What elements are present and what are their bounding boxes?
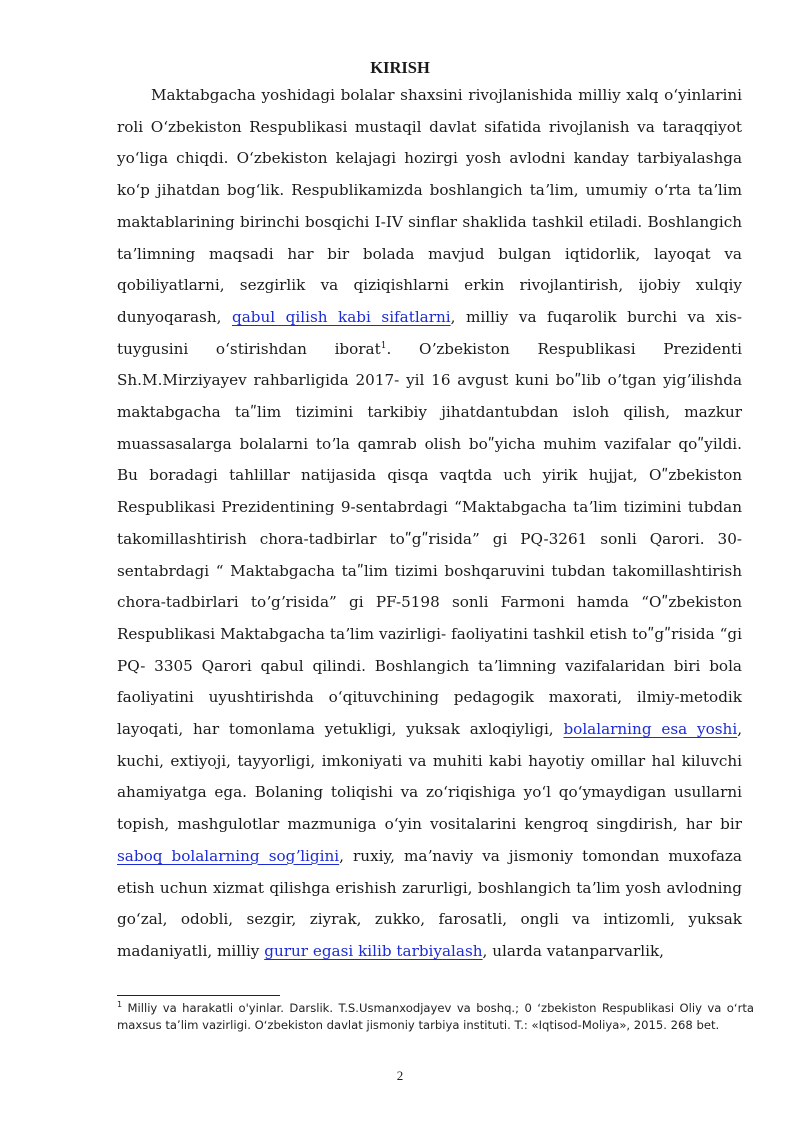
footnote-separator — [117, 995, 280, 996]
body-text — [117, 80, 742, 968]
paragraph-text-4: , kuchi, extiyoji, tayyorligi, imkoniyati va muhiti kabi hayotiy omillar hal kiluvchi ahamiyatga ega. Bolaning toliqishi va zoʻriqishiga yoʻl qoʻymaydigan usullarni topish, mashgulotlar mazmuniga oʻyin vositalarini kengroq singdirish, har bir — [117, 720, 743, 834]
hyperlink-qabul-qilish[interactable]: qabul qilish kabi sifatlarni — [232, 307, 451, 326]
page-number: 2 — [396, 1068, 404, 1083]
footnote-text: Milliy va harakatli o'yinlar. Darslik. T.S.Usmanxodjayev va boshq.; 0 ʻzbekiston Respublikasi Oliy va oʻrta maxsus taʼlim vazirligi. Oʻzbekiston davlat jismoniy tarbiya instituti. T.: «Iqtisod-Moliya», 2015. 268 bet. — [117, 1001, 754, 1032]
paragraph-text-2: , milliy va fuqarolik burchi va xis-tuygusini oʻstirishdan iborat — [117, 307, 742, 358]
footnote — [117, 1000, 754, 1034]
page-heading: KIRISH — [370, 58, 430, 77]
hyperlink-gurur-egasi[interactable]: gurur egasi kilib tarbiyalash — [264, 941, 483, 960]
paragraph-text-5: , ruxiy, maʼnaviy va jismoniy tomondan muxofaza etish uchun xizmat qilishga erishish zarurligi, boshlangich taʼlim yosh avlodning goʻzal, odobli, sezgir, ziyrak, zukko, farosatli, ongli va intizomli, yuksak madaniyatli, milliy — [117, 846, 742, 960]
hyperlink-bolalarning-yoshi[interactable]: bolalarning esa yoshi — [563, 720, 738, 739]
footnote-number: 1 — [117, 1000, 123, 1010]
hyperlink-saboq-sogligini[interactable]: saboq bolalarning sogʼligini — [117, 846, 340, 865]
main-paragraph — [117, 80, 742, 968]
paragraph-text-1: Maktabgacha yoshidagi bolalar shaxsini rivojlanishida milliy xalq oʻyinlarini roli Oʻzbekiston Respublikasi mustaqil davlat sifatida rivojlanish va taraqqiyot yoʻliga chiqdi. Oʻzbekiston kelajagi hozirgi yosh avlodni kanday tarbiyalashga koʻp jihatdan bogʻlik. Respublikamizda boshlangich taʼlim, umumiy oʻrta taʼlim maktablarining birinchi bosqichi I-IV sinflar shaklida tashkil etiladi. Boshlangich taʼlimning maqsadi har bir bolada mavjud bulgan iqtidorlik, layoqat va qobiliyatlarni, sezgirlik va qiziqishlarni erkin rivojlantirish, ijobiy xulqiy dunyoqarash, — [117, 86, 742, 326]
paragraph-text-6: , ularda vatanparvarlik, — [482, 941, 665, 960]
footnote-reference[interactable]: 1 — [380, 340, 387, 351]
paragraph-text-3: . Oʼzbekiston Respublikasi Prezidenti Sh.M.Mirziyayev rahbarligida 2017- yil 16 avgust kuni boʺlib oʼtgan yigʼilishda maktabgacha taʺlim tizimini tarkibiy jihatdantubdan isloh qilish, mazkur muassasalarga bolalarni toʼla qamrab olish boʺyicha muhim vazifalar qoʺyildi. Bu boradagi tahlillar natijasida qisqa vaqtda uch yirik hujjat, Oʺzbekiston Respublikasi Prezidentining 9-sentabrdagi “Maktabgacha taʼlim tizimini tubdan takomillashtirish chora-tadbirlar toʺgʺrisida” gi PQ-3261 sonli Qarori. 30-sentabrdagi “ Maktabgacha taʺlim tizimi boshqaruvini tubdan takomillashtirish chora-tadbirlari toʼgʼrisida” gi PF-5198 sonli Farmoni hamda “Oʺzbekiston Respublikasi Maktabgacha taʼlim vazirligi- faoliyatini tashkil etish toʺgʺrisida “gi PQ- 3305 Qarori qabul qilindi. Boshlangich taʼlimning vazifalaridan biri bola faoliyatini uyushtirishda oʻqituvchining pedagogik maxorati, ilmiy-metodik layoqati, har tomonlama yetukligi, yuksak axloqiyligi, — [117, 339, 743, 739]
